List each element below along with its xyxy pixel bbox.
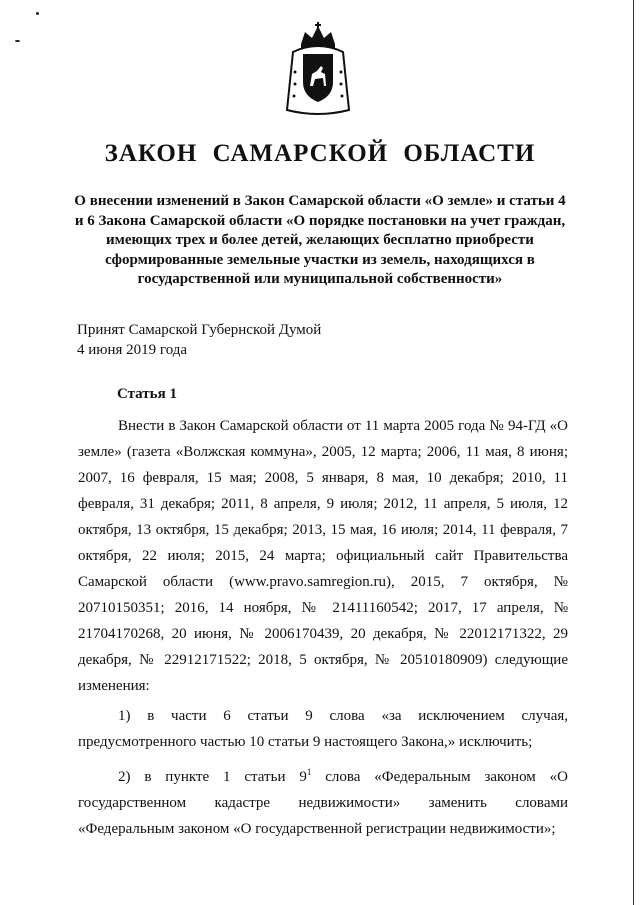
samara-coat-of-arms-emblem (283, 22, 353, 118)
item2-superscript: 1 (306, 767, 312, 777)
scan-speck (15, 40, 20, 42)
law-title: ЗАКОН САМАРСКОЙ ОБЛАСТИ (104, 140, 536, 167)
item2-text-before: 2) в пункте 1 статьи 9 (118, 769, 307, 785)
adoption-body: Принят Самарской Губернской Думой (77, 322, 322, 338)
adoption-date: 4 июня 2019 года (77, 342, 188, 358)
article-item-2 (78, 759, 568, 842)
scan-speck (36, 12, 39, 15)
law-subtitle: О внесении изменений в Закон Самарской области «О земле» и статьи 4 и 6 Закона Самарской области «О порядке постановки на учет граждан, имеющих трех и более детей, желающих бесплатно приобрести сформированные земельные участки из земель, находящихся в государственной или муниципальной собственности» (74, 193, 566, 287)
scan-edge-line (633, 0, 634, 905)
article-heading: Статья 1 (117, 386, 177, 402)
article-item-1: 1) в части 6 статьи 9 слова «за исключением случая, предусмотренного частью 10 статьи 9 настоящего Закона,» исключить; (78, 708, 568, 750)
adoption-block (77, 320, 321, 360)
item2-text-after: слова «Федеральным законом «О государственном кадастре недвижимости» заменить словами «Федеральным законом «О государственной регистрации недвижимости»; (78, 769, 568, 837)
article-body (78, 413, 568, 846)
article-intro-paragraph: Внести в Закон Самарской области от 11 марта 2005 года № 94-ГД «О земле» (газета «Волжская коммуна», 2005, 12 марта; 2006, 11 мая, 8 июня; 2007, 16 февраля, 15 мая; 2008, 5 января, 8 мая, 10 декабря; 2010, 11 февраля, 31 декабря; 2011, 8 апреля, 9 июля; 2012, 11 апреля, 5 июля, 12 октября, 13 октября, 15 декабря; 2013, 15 мая, 16 июля; 2014, 11 февраля, 7 октября, 22 июля; 2015, 24 марта; официальный сайт Правительства Самарской области (www.pravo.samregion.ru), 2015, 7 октября, № 20710150351; 2016, 14 ноября, № 21411160542; 2017, 17 апреля, № 21704170268, 20 июня, № 2006170439, 20 декабря, № 22012171322, 29 декабря, № 22912171522; 2018, 5 октября, № 20510180909) следующие изменения: (78, 418, 568, 694)
